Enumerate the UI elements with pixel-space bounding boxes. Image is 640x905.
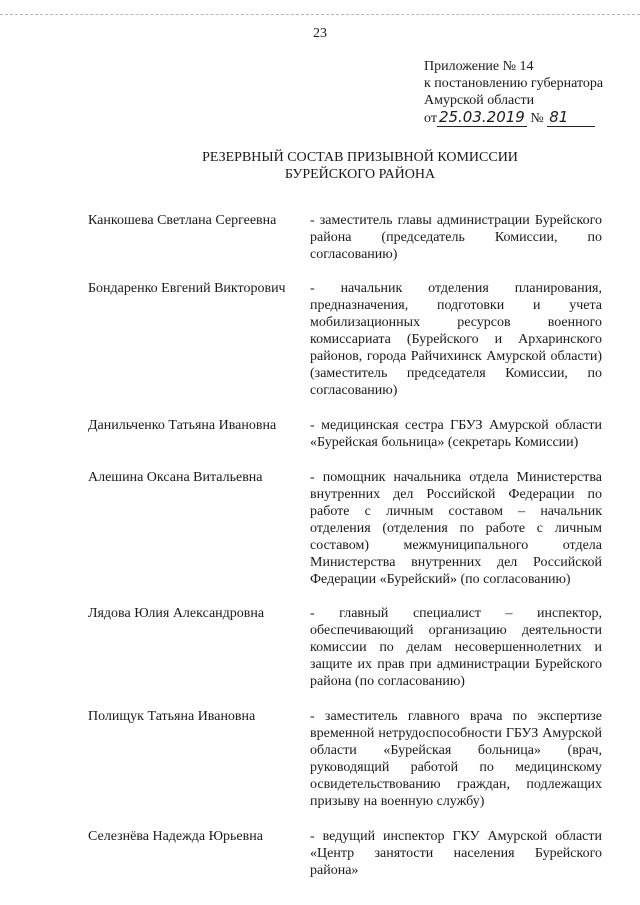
member-row <box>88 828 608 879</box>
member-role: - главный специалист – инспектор, обеспечивающий организацию деятельности комиссии по делам несовершеннолетних и защите их прав при администрации Бурейского района (по согласованию) <box>310 606 602 689</box>
member-name: Алешина Оксана Витальевна <box>88 470 263 485</box>
appendix-title: Приложение № 14 <box>424 59 534 74</box>
member-row <box>88 708 608 810</box>
date-prefix: от <box>424 111 437 126</box>
member-row <box>88 469 608 588</box>
member-role: - ведущий инспектор ГКУ Амурской области «Центр занятости населения Бурейского района» <box>310 829 602 878</box>
title-line-2: БУРЕЙСКОГО РАЙОНА <box>284 167 436 182</box>
number-prefix: № <box>530 111 544 126</box>
appendix-region: Амурской области <box>424 93 535 108</box>
member-name: Бондаренко Евгений Викторович <box>88 281 286 296</box>
member-role: - заместитель главы администрации Бурейского района (председатель Комиссии, по согласованию) <box>310 213 602 262</box>
member-role: - заместитель главного врача по экспертизе временной нетрудоспособности ГБУЗ Амурской области «Бурейская больница» (врач, руководящий работой по медицинскому освидетельствованию граждан, подлежащих призыву на военную службу) <box>310 709 602 809</box>
appendix-reference: к постановлению губернатора <box>424 76 604 91</box>
member-row <box>88 212 608 263</box>
document-title <box>0 149 640 183</box>
member-row <box>88 417 608 451</box>
appendix-header <box>424 58 603 127</box>
member-name: Данильченко Татьяна Ивановна <box>88 418 277 433</box>
member-role: - медицинская сестра ГБУЗ Амурской области «Бурейская больница» (секретарь Комиссии) <box>310 418 602 450</box>
scan-edge-line <box>0 14 640 15</box>
member-role: - начальник отделения планирования, предназначения, подготовки и учета мобилизационных ресурсов военного комиссариата (Бурейского и Архаринского районов, города Райчихинск Амурской области) (заместитель председателя Комиссии, по согласованию) <box>310 281 602 398</box>
member-name: Лядова Юлия Александровна <box>88 606 265 621</box>
members-list <box>88 212 608 879</box>
handwritten-date: 25.03.2019 <box>438 108 525 126</box>
page-number: 23 <box>313 26 327 41</box>
title-line-1: РЕЗЕРВНЫЙ СОСТАВ ПРИЗЫВНОЙ КОМИССИИ <box>202 150 518 165</box>
member-name: Полищук Татьяна Ивановна <box>88 709 256 724</box>
member-role: - помощник начальника отдела Министерства внутренних дел Российской Федерации по работе с личным составом – начальник отделения (отделения по работе с личным составом) межмуниципального отдела Министерства внутренних дел Российской Федерации «Бурейский» (по согласованию) <box>310 470 602 587</box>
handwritten-number: 81 <box>547 109 595 127</box>
appendix-date-line <box>424 109 603 127</box>
member-name: Канкошева Светлана Сергеевна <box>88 213 277 228</box>
member-row <box>88 280 608 399</box>
member-row <box>88 605 608 690</box>
member-name: Селезнёва Надежда Юрьевна <box>88 829 263 844</box>
